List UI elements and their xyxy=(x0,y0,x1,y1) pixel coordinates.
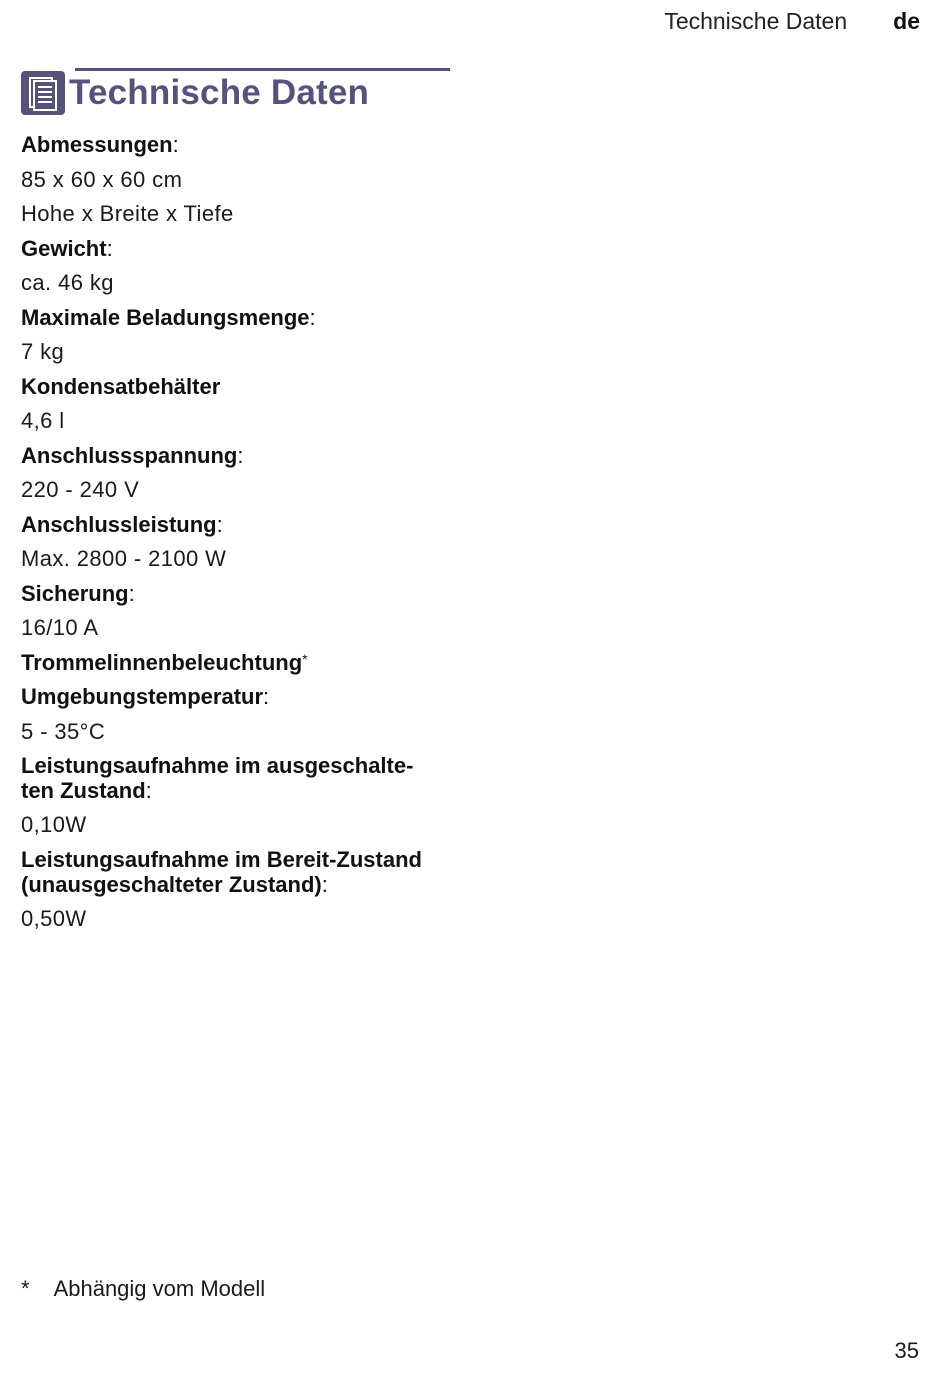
spec-label-text: Anschlussleistung xyxy=(21,511,217,537)
footnote-marker: * xyxy=(21,1276,30,1301)
spec-value: 7 kg xyxy=(21,339,65,364)
spec-label xyxy=(21,680,461,715)
spec-item xyxy=(21,232,461,301)
spec-item xyxy=(21,680,461,749)
spec-label-line: (unausgeschalteter Zustand) xyxy=(21,871,322,897)
spec-label-colon: : xyxy=(237,442,244,468)
spec-list xyxy=(21,128,461,936)
spec-value: 0,50W xyxy=(21,905,87,931)
spec-label-colon: : xyxy=(216,511,223,537)
section-heading xyxy=(21,70,369,116)
spec-label-line: Leistungsaufnahme im Bereit-Zustand xyxy=(21,846,422,872)
spec-label xyxy=(21,128,461,163)
spec-label-colon: : xyxy=(106,235,113,261)
spec-label-colon: : xyxy=(321,871,328,897)
spec-value: Hohe x Breite x Tiefe xyxy=(21,201,234,226)
spec-label xyxy=(21,439,461,474)
spec-value: 220 - 240 V xyxy=(21,477,140,502)
spec-item xyxy=(21,843,461,937)
spec-label xyxy=(21,646,461,681)
spec-value: 0,10W xyxy=(21,812,87,837)
spec-value: 4,6 l xyxy=(21,408,65,433)
running-header-language: de xyxy=(893,8,920,34)
spec-label-line: Leistungsaufnahme im ausgeschalte- xyxy=(21,753,414,778)
spec-item xyxy=(21,439,461,508)
footnote xyxy=(21,1276,265,1302)
spec-label xyxy=(21,232,461,267)
spec-label xyxy=(21,577,461,612)
page-number: 35 xyxy=(894,1338,919,1363)
spec-label-colon: : xyxy=(128,580,135,606)
spec-label-text: Abmessungen xyxy=(21,132,173,157)
spec-label-text: Gewicht xyxy=(21,235,107,261)
spec-label-text: Anschlussspannung xyxy=(21,442,238,468)
spec-label-text: Umgebungstemperatur xyxy=(21,684,264,709)
spec-label xyxy=(21,301,461,336)
running-header xyxy=(664,8,920,35)
spec-label-line: ten Zustand xyxy=(21,778,146,803)
spec-label-colon: : xyxy=(145,778,152,803)
footnote-text: Abhängig vom Modell xyxy=(53,1276,266,1301)
spec-label-text: Maximale Beladungsmenge xyxy=(21,304,310,330)
spec-label xyxy=(21,508,461,543)
spec-value: 16/10 A xyxy=(21,615,99,640)
page-title: Technische Daten xyxy=(69,73,370,112)
spec-label-colon: : xyxy=(309,304,316,330)
spec-value: 5 - 35°C xyxy=(21,718,106,744)
spec-label-text: Trommelinnenbeleuchtung xyxy=(21,649,303,675)
spec-label xyxy=(21,370,461,405)
spec-label-text: Sicherung xyxy=(21,580,129,606)
footnote-reference-marker: * xyxy=(302,650,308,667)
spec-label xyxy=(21,749,461,808)
spec-label-text: Kondensatbehälter xyxy=(21,373,221,399)
spec-value: 85 x 60 x 60 cm xyxy=(21,166,183,192)
spec-item xyxy=(21,370,461,439)
document-icon xyxy=(21,71,65,115)
spec-item xyxy=(21,301,461,370)
spec-item xyxy=(21,508,461,577)
spec-label-colon: : xyxy=(172,132,179,157)
running-header-section: Technische Daten xyxy=(664,8,848,34)
spec-label-colon: : xyxy=(263,684,270,709)
spec-item xyxy=(21,749,461,843)
spec-value: Max. 2800 - 2100 W xyxy=(21,546,227,571)
spec-label xyxy=(21,843,461,902)
spec-value: ca. 46 kg xyxy=(21,270,114,295)
spec-item xyxy=(21,577,461,646)
spec-item xyxy=(21,646,461,681)
spec-item xyxy=(21,128,461,232)
